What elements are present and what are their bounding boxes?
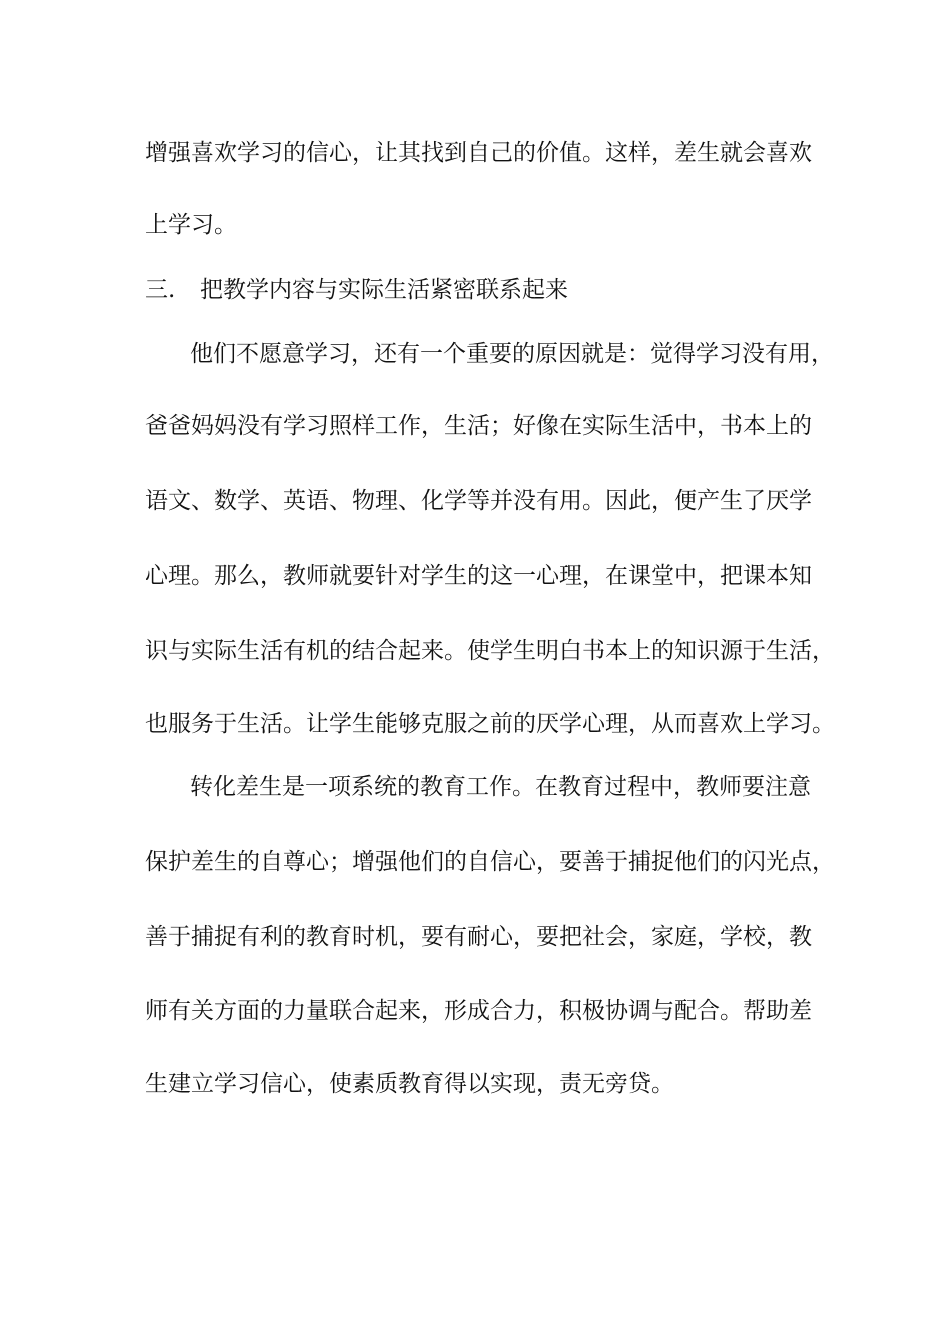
- text-line: 也服务于生活。让学生能够克服之前的厌学心理，从而喜欢上学习。: [145, 711, 835, 737]
- text-line: 上学习。: [145, 212, 237, 238]
- text-line: 善于捕捉有利的教育时机，要有耐心，要把社会，家庭，学校，教: [145, 924, 812, 950]
- text-line: 心理。那么，教师就要针对学生的这一心理，在课堂中，把课本知: [145, 563, 812, 589]
- text-line: 保护差生的自尊心；增强他们的自信心，要善于捕捉他们的闪光点，: [145, 849, 835, 875]
- text-line: 转化差生是一项系统的教育工作。在教育过程中，教师要注意: [190, 774, 811, 800]
- text-line: 增强喜欢学习的信心，让其找到自己的价值。这样，差生就会喜欢: [145, 140, 812, 166]
- text-line: 他们不愿意学习，还有一个重要的原因就是：觉得学习没有用，: [190, 341, 834, 367]
- text-line: 语文、数学、英语、物理、化学等并没有用。因此，便产生了厌学: [145, 488, 812, 514]
- section-number: 三.: [145, 277, 176, 303]
- text-line: 识与实际生活有机的结合起来。使学生明白书本上的知识源于生活，: [145, 638, 835, 664]
- text-line: 爸爸妈妈没有学习照样工作，生活；好像在实际生活中，书本上的: [145, 413, 812, 439]
- text-line: 师有关方面的力量联合起来，形成合力，积极协调与配合。帮助差: [145, 998, 812, 1024]
- text-line: 生建立学习信心，使素质教育得以实现，责无旁贷。: [145, 1071, 674, 1097]
- section-title: 把教学内容与实际生活紧密联系起来: [200, 277, 568, 303]
